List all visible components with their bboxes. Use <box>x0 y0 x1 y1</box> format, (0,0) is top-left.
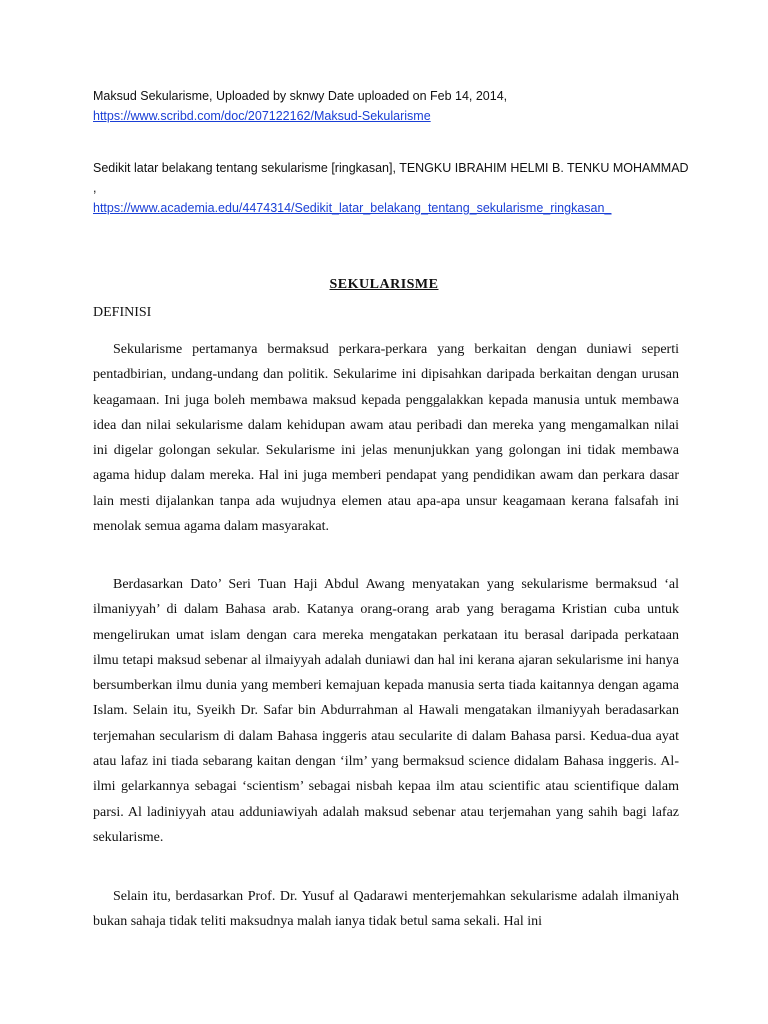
paragraph-1: Sekularisme pertamanya bermaksud perkara-perkara yang berkaitan dengan duniawi seperti pentadbirian, undang-undang dan politik. Sekularime ini dipisahkan daripada berkaitan dengan urusan keagamaan. Ini juga boleh membawa maksud kepada penggalakkan kepada manusia untuk membawa idea dan nilai sekularisme dalam kehidupan awam atau peribadi dan mereka yang mengamalkan nilai ini digelar golongan sekular. Sekularisme ini jelas menunjukkan yang golongan ini tidak membawa agama hidup dalam mereka. Hal ini juga memberi pendapat yang pendidikan awam dan perkara dasar lain mesti dijalankan tanpa ada wujudnya elemen atau apa-apa unsur keagamaan kerana falsafah ini menolak semua agama dalam masyarakat. <box>93 342 679 535</box>
document-title: SEKULARISME <box>329 277 439 292</box>
reference-1-link[interactable]: https://www.scribd.com/doc/207122162/Maksud-Sekularisme <box>93 109 431 123</box>
reference-2-link[interactable]: https://www.academia.edu/4474314/Sedikit_latar_belakang_tentang_sekularisme_ringkasan_ <box>93 201 612 215</box>
section-heading: DEFINISI <box>93 305 152 320</box>
paragraph-2: Berdasarkan Dato’ Seri Tuan Haji Abdul Awang menyatakan yang sekularisme bermaksud ‘al ilmaniyyah’ di dalam Bahasa arab. Katanya orang-orang arab yang beragama Kristian cuba untuk mengelirukan umat islam dengan cara mereka mengatakan perkataan itu berasal daripada perkataan ilmu tetapi maksud sebenar al ilmaiyyah adalah duniawi dan hal ini kerana ajaran sekularisme ini hanya bersumberkan ilmu dunia yang memberi kemajuan kepada manusia serta tiada kaitannya dengan agama Islam. Selain itu, Syeikh Dr. Safar bin Abdurrahman al Hawali mengatakan ilmaniyyah beradasarkan terjemahan secularism di dalam Bahasa inggeris atau secularite di dalam Bahasa parsi. Kedua-dua ayat atau lafaz ini tiada sebarang kaitan dengan ‘ilm’ yang bermaksud science didalam Bahasa inggeris. Al-ilmi gelarkannya sebagai ‘scientism’ sebagai nisbah kepaa ilm atau scientific atau scientifique dalam parsi. Al ladiniyyah atau adduniawiyah adalah maksud sebenar atau terjemahan yang sahih bagi lafaz sekularisme. <box>93 577 679 845</box>
reference-2-text: Sedikit latar belakang tentang sekularisme [ringkasan], TENGKU IBRAHIM HELMI B. TENKU MOHAMMAD , <box>93 161 689 195</box>
reference-2 <box>93 158 693 218</box>
paragraph-3: Selain itu, berdasarkan Prof. Dr. Yusuf al Qadarawi menterjemahkan sekularisme adalah ilmaniyah bukan sahaja tidak teliti maksudnya malah ianya tidak betul sama sekali. Hal ini <box>93 889 679 930</box>
reference-1 <box>93 86 693 126</box>
reference-1-text: Maksud Sekularisme, Uploaded by sknwy Date uploaded on Feb 14, 2014, <box>93 89 508 103</box>
